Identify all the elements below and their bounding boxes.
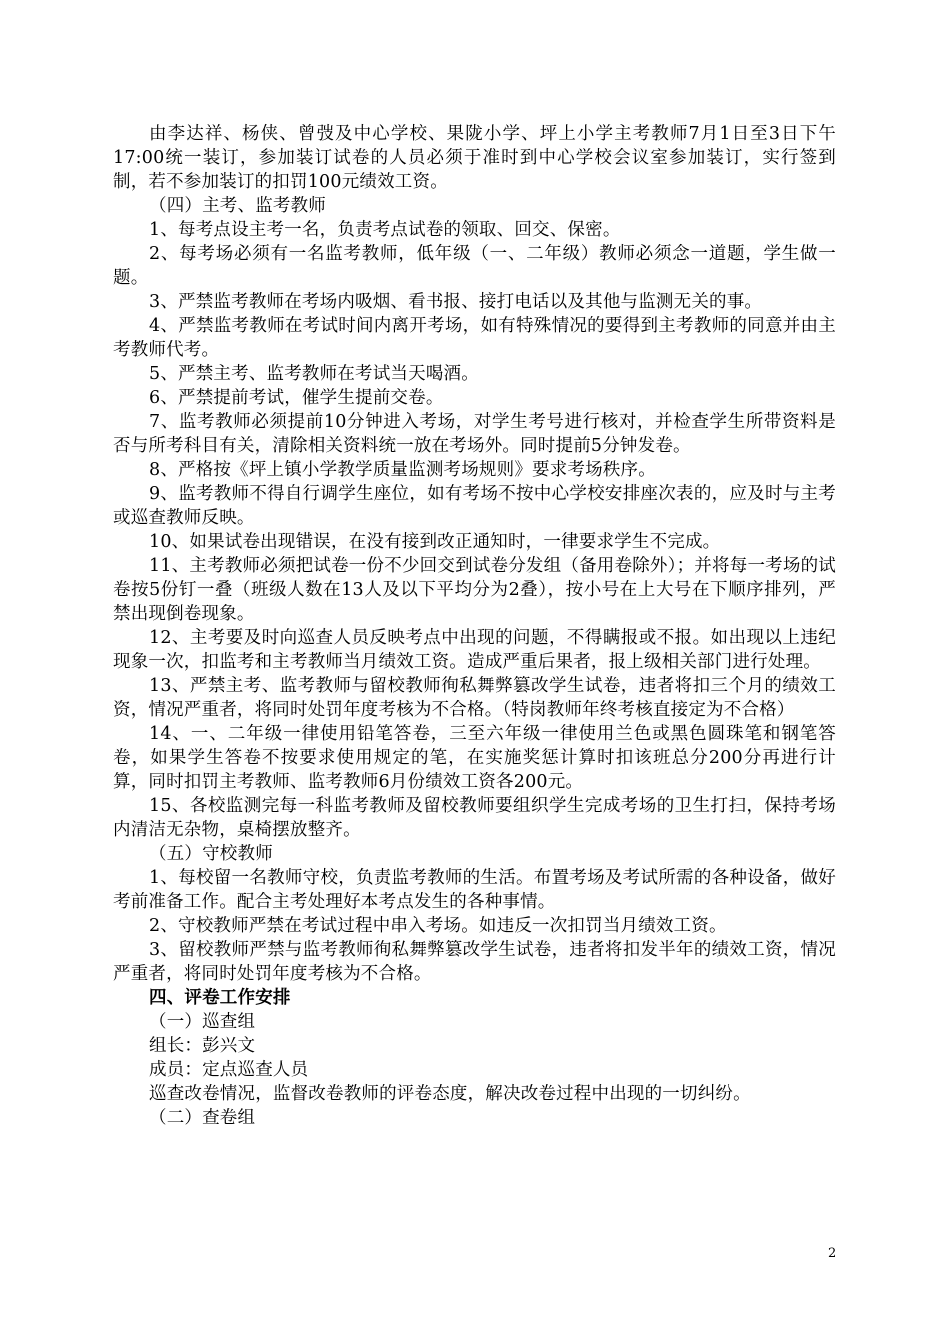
rule-13: 13、严禁主考、监考教师与留校教师徇私舞弊篡改学生试卷，违者将扣三个月的绩效工资，情况严重者，将同时处罚年度考核为不合格。（特岗教师年终考核直接定为不合格） — [113, 676, 836, 720]
group-members: 成员：定点巡查人员 — [149, 1060, 309, 1080]
guard-rule-3: 3、留校教师严禁与监考教师徇私舞弊篡改学生试卷，违者将扣发半年的绩效工资，情况严重者，将同时处罚年度考核为不合格。 — [113, 940, 836, 984]
section-heading-school-guard: （五）守校教师 — [149, 844, 273, 864]
rule-14: 14、一、二年级一律使用铅笔答卷，三至六年级一律使用兰色或黑色圆珠笔和钢笔答卷，如果学生答卷不按要求使用规定的笔，在实施奖惩计算时扣该班总分200分再进行计算，同时扣罚主考教师、监考教师6月份绩效工资各200元。 — [113, 724, 836, 792]
rule-5: 5、严禁主考、监考教师在考试当天喝酒。 — [149, 364, 479, 384]
rule-7: 7、监考教师必须提前10分钟进入考场，对学生考号进行核对，并检查学生所带资料是否与所考科目有关，清除相关资料统一放在考场外。同时提前5分钟发卷。 — [113, 412, 836, 456]
rule-1: 1、每考点设主考一名，负责考点试卷的领取、回交、保密。 — [149, 220, 621, 240]
rule-2: 2、每考场必须有一名监考教师，低年级（一、二年级）教师必须念一道题，学生做一题。 — [113, 244, 836, 288]
section-heading-grading: 四、评卷工作安排 — [149, 988, 291, 1008]
rule-15: 15、各校监测完每一科监考教师及留校教师要组织学生完成考场的卫生打扫，保持考场内清洁无杂物，桌椅摆放整齐。 — [113, 796, 836, 840]
guard-rule-2: 2、守校教师严禁在考试过程中串入考场。如违反一次扣罚当月绩效工资。 — [149, 916, 727, 936]
rule-3: 3、严禁监考教师在考场内吸烟、看书报、接打电话以及其他与监测无关的事。 — [149, 292, 763, 312]
rule-11: 11、主考教师必须把试卷一份不少回交到试卷分发组（备用卷除外）；并将每一考场的试卷按5份钉一叠（班级人数在13人及以下平均分为2叠），按小号在上大号在下顺序排列，严禁出现倒卷现象。 — [113, 556, 836, 624]
section-heading-proctors: （四）主考、监考教师 — [149, 196, 326, 216]
rule-4: 4、严禁监考教师在考试时间内离开考场，如有特殊情况的要得到主考教师的同意并由主考教师代考。 — [113, 316, 836, 360]
page-number: 2 — [828, 1246, 837, 1261]
subheading-inspection-group: （一）巡查组 — [149, 1012, 256, 1032]
subheading-check-group: （二）查卷组 — [149, 1108, 256, 1128]
guard-rule-1: 1、每校留一名教师守校，负责监考教师的生活。布置考场及考试所需的各种设备，做好考前准备工作。配合主考处理好本考点发生的各种事情。 — [113, 868, 836, 912]
rule-10: 10、如果试卷出现错误，在没有接到改正通知时，一律要求学生不完成。 — [149, 532, 721, 552]
group-duty: 巡查改卷情况，监督改卷教师的评卷态度，解决改卷过程中出现的一切纠纷。 — [149, 1084, 751, 1104]
paragraph-binding: 由李达祥、杨侠、曾弢及中心学校、果陇小学、坪上小学主考教师7月1日至3日下午17:00统一装订，参加装订试卷的人员必须于准时到中心学校会议室参加装订，实行签到制，若不参加装订的扣罚100元绩效工资。 — [113, 124, 836, 192]
rule-6: 6、严禁提前考试，催学生提前交卷。 — [149, 388, 444, 408]
group-leader: 组长：彭兴文 — [149, 1036, 256, 1056]
rule-8: 8、严格按《坪上镇小学教学质量监测考场规则》要求考场秩序。 — [149, 460, 656, 480]
document-body — [113, 122, 836, 1130]
rule-12: 12、主考要及时向巡查人员反映考点中出现的问题，不得瞒报或不报。如出现以上违纪现象一次，扣监考和主考教师当月绩效工资。造成严重后果者，报上级相关部门进行处理。 — [113, 628, 836, 672]
rule-9: 9、监考教师不得自行调学生座位，如有考场不按中心学校安排座次表的，应及时与主考或巡查教师反映。 — [113, 484, 836, 528]
